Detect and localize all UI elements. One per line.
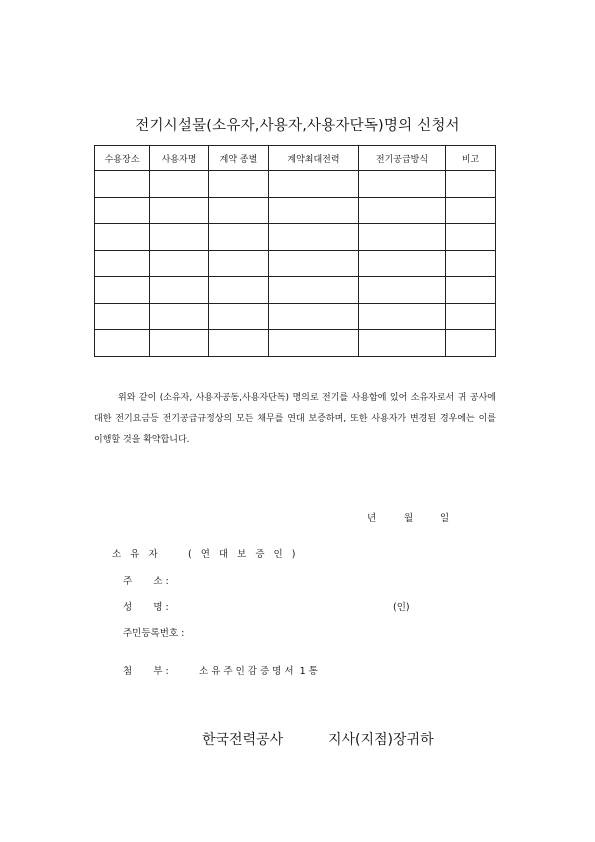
table-cell[interactable] xyxy=(269,330,359,357)
table-cell[interactable] xyxy=(150,303,209,330)
date-day-label: 일 xyxy=(440,513,450,524)
date-month-label: 월 xyxy=(404,513,414,524)
header-contract-type: 계약 종별 xyxy=(209,146,269,171)
attachment-label: 첨 부 : xyxy=(123,666,169,677)
table-cell[interactable] xyxy=(269,250,359,277)
attachment-value: 소 유 주 인 감 증 명 서 1 통 xyxy=(199,666,318,677)
table-cell[interactable] xyxy=(359,224,446,251)
table-cell[interactable] xyxy=(269,224,359,251)
table-cell[interactable] xyxy=(95,277,150,304)
address-label: 주 소 : xyxy=(123,576,169,587)
table-cell[interactable] xyxy=(95,197,150,224)
table-cell[interactable] xyxy=(209,303,269,330)
table-cell[interactable] xyxy=(95,250,150,277)
table-cell[interactable] xyxy=(359,250,446,277)
header-user-name: 사용자명 xyxy=(150,146,209,171)
table-row xyxy=(95,250,496,277)
table-row xyxy=(95,330,496,357)
table-cell[interactable] xyxy=(359,171,446,198)
table-cell[interactable] xyxy=(209,277,269,304)
table-cell[interactable] xyxy=(359,277,446,304)
table-cell[interactable] xyxy=(209,171,269,198)
table-cell[interactable] xyxy=(359,197,446,224)
header-max-power: 계약최대전력 xyxy=(269,146,359,171)
table-cell[interactable] xyxy=(269,197,359,224)
table-row xyxy=(95,224,496,251)
table-cell[interactable] xyxy=(150,224,209,251)
table-cell[interactable] xyxy=(446,330,496,357)
table-row xyxy=(95,171,496,198)
table-cell[interactable] xyxy=(446,197,496,224)
table-cell[interactable] xyxy=(150,250,209,277)
seal-mark: (인) xyxy=(393,602,410,613)
table-cell[interactable] xyxy=(95,330,150,357)
date-year-label: 년 xyxy=(367,513,377,524)
document-title: 전기시설물(소유자,사용자,사용자단독)명의 신청서 xyxy=(135,118,460,134)
table-cell[interactable] xyxy=(269,303,359,330)
name-label: 성 명 : xyxy=(123,602,169,613)
table-cell[interactable] xyxy=(269,171,359,198)
table-cell[interactable] xyxy=(150,330,209,357)
table-cell[interactable] xyxy=(150,277,209,304)
company-name: 한국전력공사 xyxy=(202,732,284,748)
branch-addressee: 지사(지점)장귀하 xyxy=(328,732,434,748)
application-table xyxy=(94,145,496,357)
table-cell[interactable] xyxy=(150,197,209,224)
table-cell[interactable] xyxy=(446,171,496,198)
table-cell[interactable] xyxy=(209,330,269,357)
table-cell[interactable] xyxy=(446,224,496,251)
table-cell[interactable] xyxy=(359,330,446,357)
table-cell[interactable] xyxy=(359,303,446,330)
owner-label: 소 유 자 xyxy=(112,549,158,560)
table-cell[interactable] xyxy=(209,224,269,251)
owner-note: ( 연 대 보 증 인 ) xyxy=(188,549,299,560)
table-cell[interactable] xyxy=(95,224,150,251)
table-cell[interactable] xyxy=(446,250,496,277)
table-cell[interactable] xyxy=(209,250,269,277)
table-cell[interactable] xyxy=(269,277,359,304)
table-cell[interactable] xyxy=(446,277,496,304)
guarantee-paragraph: 위와 같이 (소유자, 사용자공동,사용자단독) 명의로 전기를 사용함에 있어 소유자로서 귀 공사에 대한 전기요금등 전기공급규정상의 모든 채무를 연대 보증하며, 또한 사용자가 변경된 경우에는 이를 이행할 것을 확약합니다. xyxy=(94,393,496,445)
table-cell[interactable] xyxy=(446,303,496,330)
table-row xyxy=(95,197,496,224)
table-cell[interactable] xyxy=(95,171,150,198)
id-number-label: 주민등록번호 : xyxy=(123,628,185,639)
table-header-row xyxy=(95,146,496,171)
table-row xyxy=(95,277,496,304)
table-cell[interactable] xyxy=(209,197,269,224)
header-remarks: 비고 xyxy=(446,146,496,171)
header-supply-method: 전기공급방식 xyxy=(359,146,446,171)
table-cell[interactable] xyxy=(95,303,150,330)
table-row xyxy=(95,303,496,330)
header-location: 수용장소 xyxy=(95,146,150,171)
table-cell[interactable] xyxy=(150,171,209,198)
